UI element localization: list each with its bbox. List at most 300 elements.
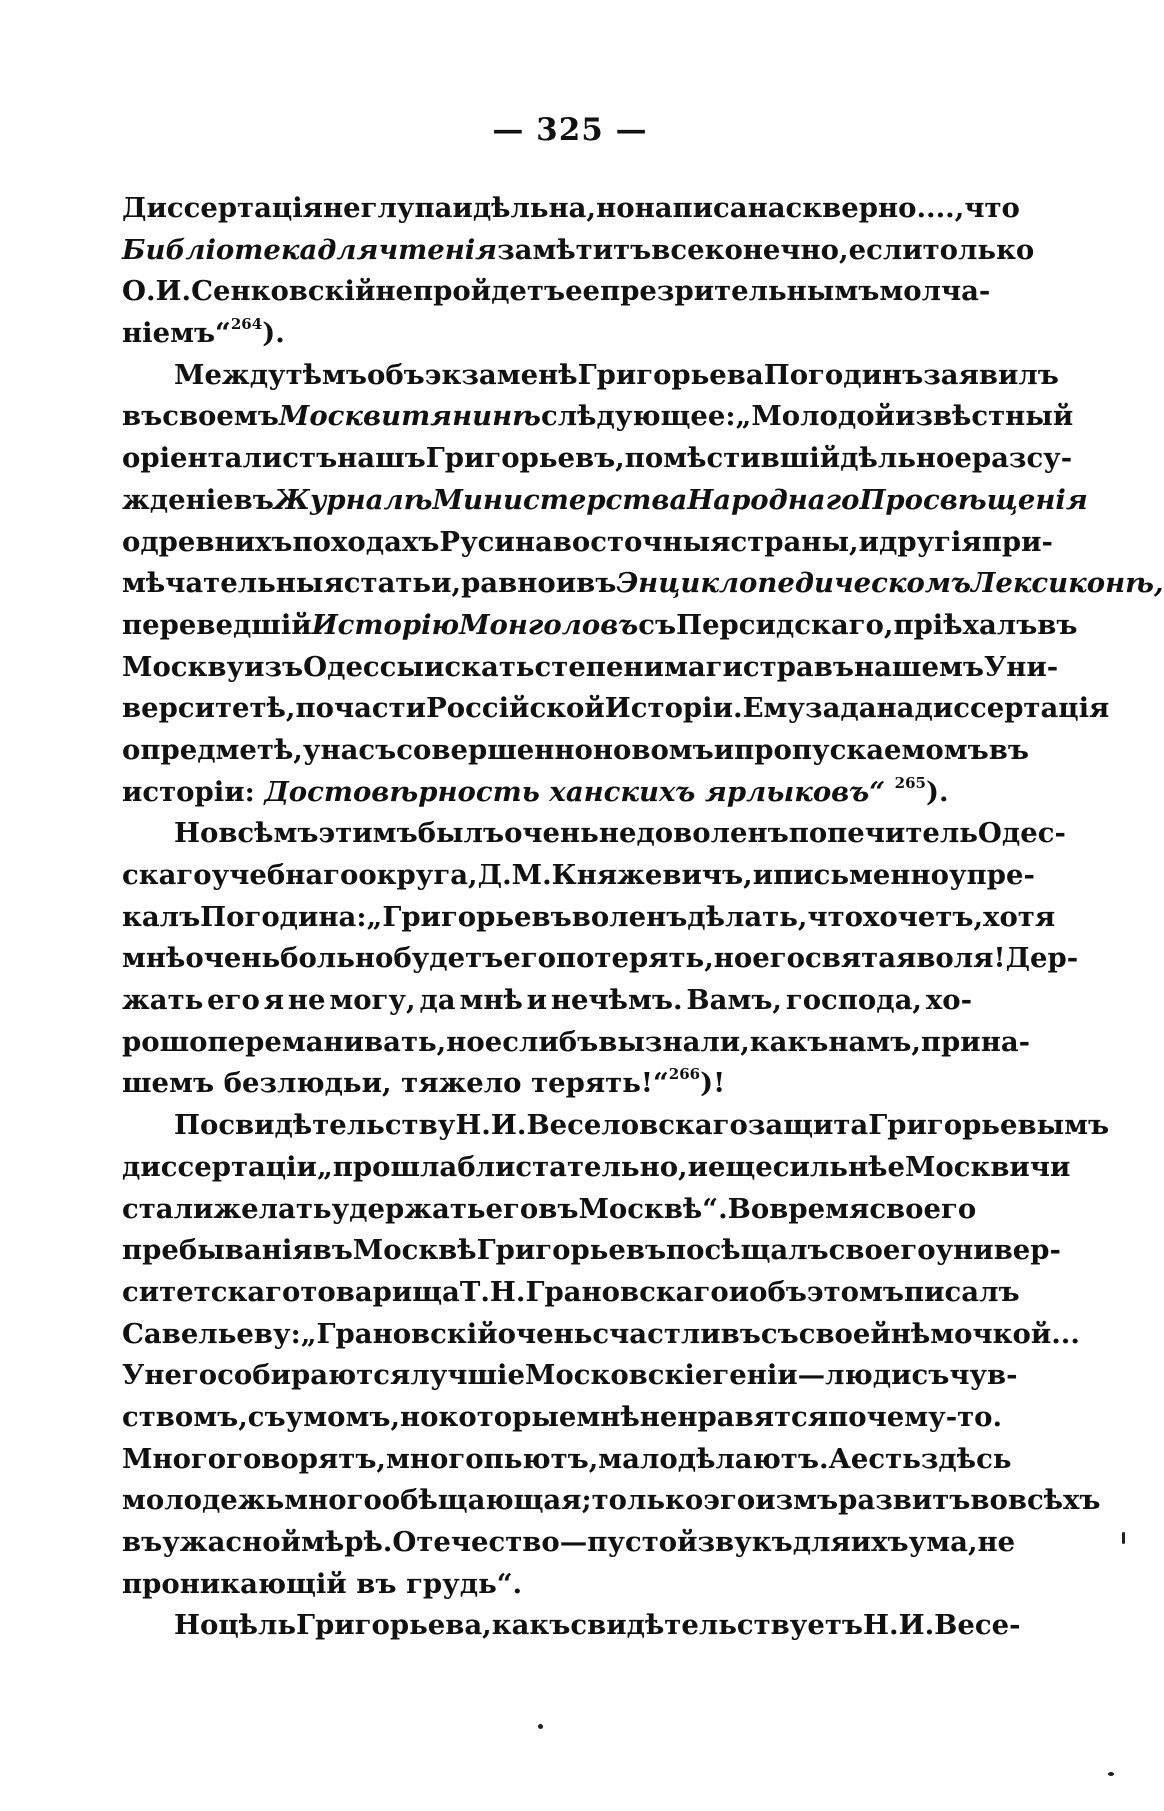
- text-line: [122, 1397, 1003, 1439]
- word-text: извѣстный: [894, 400, 1074, 433]
- word-text: равно: [461, 567, 556, 600]
- word: [248, 1397, 286, 1439]
- word: [522, 1063, 726, 1105]
- word: [459, 980, 522, 1022]
- word-text: на: [514, 525, 553, 558]
- word: [207, 980, 260, 1022]
- word-text: совершенно: [396, 733, 593, 766]
- word: [904, 1272, 1020, 1314]
- word: [317, 1147, 457, 1189]
- word: [949, 1355, 1017, 1397]
- word-text: Достовѣрность: [264, 775, 540, 808]
- word: [734, 730, 989, 772]
- word: [743, 688, 805, 730]
- word-text: и: [858, 525, 880, 558]
- word-text: въ: [1037, 608, 1078, 641]
- word: [625, 438, 840, 480]
- word: [122, 855, 212, 897]
- word: [486, 1189, 539, 1231]
- word: [829, 1439, 851, 1481]
- word: [214, 1063, 392, 1105]
- text-line: [122, 396, 1074, 438]
- word: [378, 230, 497, 272]
- word-text: пройдетъ: [413, 275, 566, 308]
- word: [982, 522, 1053, 564]
- word-text: блистательно,: [457, 1150, 688, 1183]
- word: [859, 480, 1087, 522]
- word: [122, 730, 140, 772]
- word-text: диссертаціи: [122, 1150, 317, 1183]
- word-text: нечѣмъ.: [550, 984, 683, 1017]
- word: [981, 1022, 1030, 1064]
- word: [286, 1397, 400, 1439]
- word-text: ситетскаго: [122, 1275, 301, 1308]
- word: [455, 1105, 491, 1147]
- word: [334, 688, 426, 730]
- word-text: и: [452, 192, 473, 224]
- word-text: Москвѣ: [352, 1234, 477, 1267]
- word-text: но: [713, 942, 753, 975]
- word: [122, 1439, 226, 1481]
- word-text: Отечество—пустой: [392, 1526, 698, 1558]
- word: [392, 1063, 522, 1105]
- word-text: Уни-: [983, 650, 1059, 683]
- word: [786, 188, 965, 230]
- word-text: своего: [828, 1234, 936, 1267]
- word-text: о: [122, 525, 141, 558]
- word-text: универ-: [935, 1234, 1061, 1267]
- footnote-marker[interactable]: 266: [668, 1065, 701, 1084]
- word-text: Одес-: [977, 817, 1066, 850]
- word-punctuation: )!: [700, 1067, 726, 1100]
- word: [460, 1272, 490, 1314]
- word-text: эгоизмъ: [703, 1484, 839, 1517]
- word-text: искать: [424, 650, 535, 683]
- word-text: мѣрѣ.: [301, 1526, 393, 1558]
- word-text: Д.: [477, 859, 512, 891]
- word: [651, 230, 848, 272]
- word: [863, 897, 983, 939]
- word-text: потерять,: [555, 942, 714, 975]
- word: [358, 855, 477, 897]
- word-text: дѣлать,: [687, 900, 808, 933]
- word: [616, 563, 971, 605]
- word-text: Московскіе: [524, 1359, 713, 1392]
- word-text: есть: [850, 1442, 921, 1475]
- word: [425, 355, 578, 397]
- word-text: И.: [898, 1609, 935, 1642]
- word-text: страны,: [730, 525, 859, 558]
- word-text: молча-: [879, 275, 991, 308]
- word: [255, 772, 540, 814]
- word-text: Исторіи.: [604, 692, 743, 725]
- word: [687, 897, 807, 939]
- word: [185, 938, 280, 980]
- word: [934, 1605, 1020, 1647]
- word-text: Лексиконѣ,: [971, 567, 1164, 600]
- word-text: былъ: [417, 817, 505, 850]
- word: [1006, 938, 1079, 980]
- word-text: нравятся: [677, 1400, 829, 1433]
- word-text: если: [848, 233, 923, 266]
- word-text: что: [964, 192, 1020, 224]
- word: [122, 897, 200, 939]
- word-text: при-: [981, 525, 1053, 558]
- word: [891, 1314, 1080, 1356]
- word-text: части: [333, 692, 427, 725]
- word-text: скверно....,: [785, 192, 965, 224]
- word: [295, 688, 333, 730]
- word: [752, 938, 805, 980]
- word-text: свидѣтельству: [218, 1109, 456, 1142]
- word: [698, 1522, 793, 1564]
- word-text: И.: [490, 1109, 527, 1142]
- word: [807, 897, 863, 939]
- word-text: своего: [869, 1192, 977, 1225]
- text-line: [122, 188, 1020, 230]
- word-text: „Молодой: [735, 400, 895, 433]
- text-line: [122, 1230, 1061, 1272]
- word: [288, 980, 326, 1022]
- word: [218, 1605, 296, 1647]
- word-text: Ему: [742, 692, 806, 725]
- word: [764, 355, 923, 397]
- word: [234, 480, 274, 522]
- word: [712, 1355, 911, 1397]
- word: [122, 313, 285, 355]
- word-text: воленъ: [571, 900, 688, 933]
- text-line: [122, 563, 1164, 605]
- word: [301, 1522, 392, 1564]
- word: [433, 480, 688, 522]
- word-text: Н.: [863, 1609, 899, 1642]
- word: [789, 813, 978, 855]
- word-text: желать: [213, 1192, 332, 1225]
- word-text: Но: [174, 817, 219, 850]
- word-text: ужасной: [162, 1526, 302, 1558]
- word-text: Княжевичъ,: [551, 859, 753, 891]
- word-text: Диссертація: [122, 192, 323, 224]
- word: [923, 230, 1035, 272]
- word: [217, 1355, 410, 1397]
- word: [914, 688, 1109, 730]
- word-text: не: [287, 984, 326, 1017]
- word: [218, 1105, 455, 1147]
- word: [972, 438, 1072, 480]
- word: [714, 938, 752, 980]
- word: [122, 438, 337, 480]
- word-text: Исторію: [311, 608, 460, 641]
- word-text: Библіотека: [122, 233, 318, 266]
- word: [814, 647, 854, 689]
- word: [396, 730, 593, 772]
- word-text: не: [323, 192, 361, 224]
- word-text: не: [639, 1400, 678, 1433]
- word-text: древнихъ: [140, 525, 293, 558]
- word: [439, 522, 514, 564]
- word-text: будетъ: [393, 942, 504, 975]
- ink-speck: [1108, 1772, 1114, 1776]
- text-line: [122, 1272, 1020, 1314]
- word-text: объ: [367, 358, 425, 391]
- word-text: хочетъ,: [862, 900, 984, 933]
- word: [540, 772, 696, 814]
- word: [750, 1022, 829, 1064]
- text-line: [122, 1480, 1101, 1522]
- word-text: и: [728, 1275, 750, 1308]
- word-text: о: [122, 733, 141, 766]
- word: [753, 855, 773, 897]
- word: [851, 1439, 921, 1481]
- word-text: Москву: [122, 650, 245, 683]
- word: [666, 1230, 829, 1272]
- text-line: [122, 1022, 1031, 1064]
- ink-speck: [1122, 1532, 1125, 1544]
- text-line: [122, 1564, 972, 1606]
- word: [446, 1022, 484, 1064]
- word: [512, 855, 552, 897]
- word: [949, 855, 1035, 897]
- word-text: переманивать,: [207, 1025, 447, 1058]
- word: [207, 1022, 446, 1064]
- word-text: Григорьевъ: [476, 1234, 667, 1267]
- word-text: всѣмъ: [218, 817, 319, 850]
- word-text: съ: [760, 1317, 799, 1350]
- word-text: и: [752, 859, 774, 891]
- word: [905, 1147, 1070, 1189]
- word-text: и: [526, 984, 548, 1017]
- word: [909, 1522, 978, 1564]
- word: [347, 1564, 397, 1606]
- word: [640, 1397, 678, 1439]
- text-line: [122, 480, 1088, 522]
- word-text: мнѣ: [576, 1400, 640, 1433]
- word-text: сильнѣе: [772, 1150, 905, 1183]
- word-text: еслибъ: [484, 1025, 599, 1058]
- word-text: пріѣхалъ: [893, 608, 1038, 641]
- word-text: что: [807, 900, 863, 933]
- word-text: но: [596, 192, 635, 224]
- word: [301, 1314, 498, 1356]
- word: [899, 1605, 935, 1647]
- word-text: только: [922, 233, 1035, 266]
- word: [572, 897, 688, 939]
- word-text: хотя: [983, 900, 1056, 933]
- word: [313, 1230, 353, 1272]
- word-text: изъ: [244, 650, 304, 683]
- word-text: ее: [565, 275, 601, 308]
- word-text: здѣсь: [920, 1442, 1012, 1475]
- word: [122, 1147, 317, 1189]
- word: [916, 938, 1005, 980]
- word-text: писалъ: [904, 1275, 1020, 1308]
- word-text: Персидскаго,: [676, 608, 894, 641]
- text-line: [122, 1355, 1018, 1397]
- word: [731, 522, 859, 564]
- word-text: въ: [538, 1192, 579, 1225]
- word: [828, 1022, 921, 1064]
- word-text: пропускаемомъ: [734, 733, 989, 766]
- word: [293, 522, 440, 564]
- word: [274, 480, 433, 522]
- word-text: походахъ: [292, 525, 440, 558]
- word: [703, 1480, 838, 1522]
- word: [799, 1314, 891, 1356]
- word: [122, 772, 255, 814]
- word-text: рошо: [122, 1025, 208, 1058]
- footnote-marker[interactable]: 264: [230, 315, 263, 334]
- word: [805, 688, 914, 730]
- word-text: господа,: [785, 984, 922, 1017]
- word: [344, 563, 461, 605]
- word: [323, 188, 361, 230]
- word-text: въ: [988, 733, 1029, 766]
- word: [863, 1605, 899, 1647]
- word-text: жденіе: [122, 483, 234, 516]
- word-text: развитъ: [838, 1484, 971, 1517]
- word-text: жать: [122, 984, 204, 1017]
- word: [477, 1230, 666, 1272]
- word: [851, 1522, 909, 1564]
- word: [879, 522, 982, 564]
- word: [708, 1147, 773, 1189]
- word: [576, 1397, 639, 1439]
- text-line: [122, 730, 1029, 772]
- word-text: „Грановскій: [300, 1317, 498, 1350]
- word-text: и: [687, 1150, 709, 1183]
- word: [174, 355, 286, 397]
- text-line: [122, 980, 972, 1022]
- word: [122, 1480, 284, 1522]
- word: [122, 1564, 347, 1606]
- word-text: По: [174, 1109, 219, 1142]
- word-text: „Григорьевъ: [366, 900, 572, 933]
- word-text: которые: [438, 1400, 577, 1433]
- word: [473, 188, 596, 230]
- word-text: восточныя: [552, 525, 731, 558]
- word-text: дѣлаютъ.: [677, 1442, 829, 1475]
- word: [332, 1189, 486, 1231]
- word-text: въ: [813, 650, 854, 683]
- word-text: этимъ: [318, 817, 418, 850]
- word: [122, 1397, 248, 1439]
- word: [174, 813, 218, 855]
- word-text: О.: [122, 275, 156, 308]
- word: [122, 522, 140, 564]
- text-line: [122, 1105, 1110, 1147]
- word-text: для: [317, 233, 379, 266]
- word: [122, 1022, 207, 1064]
- word: [599, 813, 789, 855]
- word: [592, 1314, 760, 1356]
- word-punctuation: ).: [925, 775, 949, 808]
- word-text: больно: [280, 942, 394, 975]
- word: [695, 772, 885, 814]
- word: [605, 688, 743, 730]
- word-text: только: [591, 1484, 704, 1517]
- word: [413, 271, 565, 313]
- word-text: Сенковскій: [191, 275, 376, 308]
- word-text: И.: [155, 275, 192, 308]
- word: [218, 813, 318, 855]
- text-line: [122, 1147, 1071, 1189]
- word-text: его: [503, 942, 556, 975]
- word: [461, 563, 556, 605]
- word: [840, 438, 972, 480]
- word: [439, 1397, 577, 1439]
- word-text: верситетѣ,: [122, 692, 296, 725]
- text-line: [122, 605, 1078, 647]
- word-text: геніи—люди: [712, 1359, 912, 1392]
- word-text: безлюдьи,: [223, 1067, 392, 1100]
- word-text: Просвѣщенія: [859, 483, 1088, 516]
- word-text: Весе-: [934, 1609, 1021, 1642]
- text-line: [122, 647, 1059, 689]
- text-line: [122, 355, 1059, 397]
- word: [556, 938, 714, 980]
- word-text: Т.: [459, 1275, 490, 1308]
- word: [122, 605, 312, 647]
- word: [300, 1272, 460, 1314]
- word-text: Вамъ,: [686, 984, 783, 1017]
- word: [970, 1480, 1007, 1522]
- word: [868, 1105, 1109, 1147]
- word-text: умомъ,: [285, 1400, 401, 1433]
- word-text: очень: [504, 817, 599, 850]
- text-line: [122, 438, 1073, 480]
- word: [396, 1564, 522, 1606]
- word-text: очень: [185, 942, 281, 975]
- word: [392, 1522, 697, 1564]
- word: [761, 1314, 799, 1356]
- word: [895, 396, 1073, 438]
- footnote-marker[interactable]: 265: [894, 773, 926, 792]
- word-text: презрительнымъ: [600, 275, 880, 308]
- text-line: [122, 1439, 1012, 1481]
- word-text: пьютъ,: [483, 1442, 599, 1475]
- word-text: ярлыковъ: [705, 775, 870, 808]
- word-text: святая: [804, 942, 917, 975]
- word-text: проникающій: [122, 1567, 347, 1600]
- word-text: и: [555, 567, 577, 600]
- word: [729, 1272, 749, 1314]
- word: [538, 1189, 578, 1231]
- word-text: Грановскаго: [525, 1275, 729, 1308]
- word: [971, 563, 1164, 605]
- word-text: терять!“: [531, 1067, 669, 1100]
- word: [593, 730, 714, 772]
- word: [893, 605, 1037, 647]
- word-text: задана: [805, 692, 915, 725]
- word: [424, 647, 535, 689]
- word: [1037, 605, 1077, 647]
- word-text: у: [302, 733, 321, 766]
- word-text: Во: [727, 1192, 770, 1225]
- word-text: ихъ: [850, 1526, 909, 1558]
- word-text: нѣмочкой...: [890, 1317, 1080, 1350]
- word-text: лучшіе: [410, 1359, 525, 1392]
- word: [921, 1022, 981, 1064]
- word-text: и: [713, 733, 735, 766]
- word: [426, 688, 605, 730]
- word-text: нашемъ: [853, 650, 984, 683]
- word-text: но: [446, 1025, 485, 1058]
- word: [156, 271, 192, 313]
- text-line: [122, 522, 1053, 564]
- word-text: воля!: [916, 942, 1006, 975]
- text-line: [122, 855, 1035, 897]
- word: [452, 188, 472, 230]
